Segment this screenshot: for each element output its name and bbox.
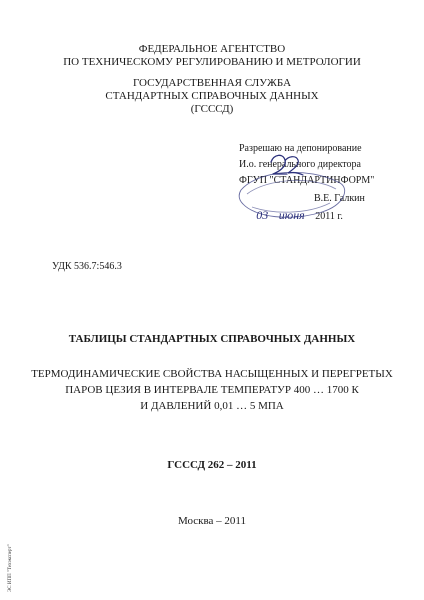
signature-mark	[271, 155, 287, 174]
stamp-outline	[239, 172, 344, 217]
approval-line-2: И.о. генерального директора	[239, 159, 361, 170]
stamp-arc	[252, 203, 330, 212]
agency-line-1: ФЕДЕРАЛЬНОЕ АГЕНТСТВО	[138, 43, 286, 55]
approval-line-3: ФГУП "СТАНДАРТИНФОРМ"	[239, 175, 375, 186]
subtitle-line-3: И ДАВЛЕНИЙ 0,01 … 5 МПА	[140, 400, 284, 412]
service-line-3: (ГСССД)	[190, 103, 234, 115]
service-line-2: СТАНДАРТНЫХ СПРАВОЧНЫХ ДАННЫХ	[105, 90, 319, 102]
approval-signature-name: В.Е. Галкин	[314, 193, 365, 204]
agency-line-2: ПО ТЕХНИЧЕСКОМУ РЕГУЛИРОВАНИЮ И МЕТРОЛОГИИ	[63, 56, 361, 68]
approval-date-day: 03	[256, 208, 269, 222]
city-year: Москва – 2011	[177, 515, 247, 527]
signature-stamp	[238, 150, 348, 230]
side-watermark: ЭС ИПП "Техэксперт"	[8, 544, 13, 592]
udk-code: УДК 536.7:546.3	[52, 261, 122, 272]
approval-date-month: июня	[278, 208, 305, 222]
document-code: ГСССД 262 – 2011	[167, 459, 257, 471]
approval-date-year: 2011 г.	[315, 211, 343, 222]
service-line-1: ГОСУДАРСТВЕННАЯ СЛУЖБА	[132, 77, 292, 89]
document-title: ТАБЛИЦЫ СТАНДАРТНЫХ СПРАВОЧНЫХ ДАННЫХ	[68, 333, 356, 345]
subtitle-line-1: ТЕРМОДИНАМИЧЕСКИЕ СВОЙСТВА НАСЫЩЕННЫХ И ПЕРЕГРЕТЫХ	[31, 368, 393, 380]
subtitle-line-2: ПАРОВ ЦЕЗИЯ В ИНТЕРВАЛЕ ТЕМПЕРАТУР 400 … 1700 К	[65, 384, 359, 396]
stamp-arc	[247, 180, 336, 194]
approval-line-1: Разрешаю на депонирование	[239, 143, 362, 154]
